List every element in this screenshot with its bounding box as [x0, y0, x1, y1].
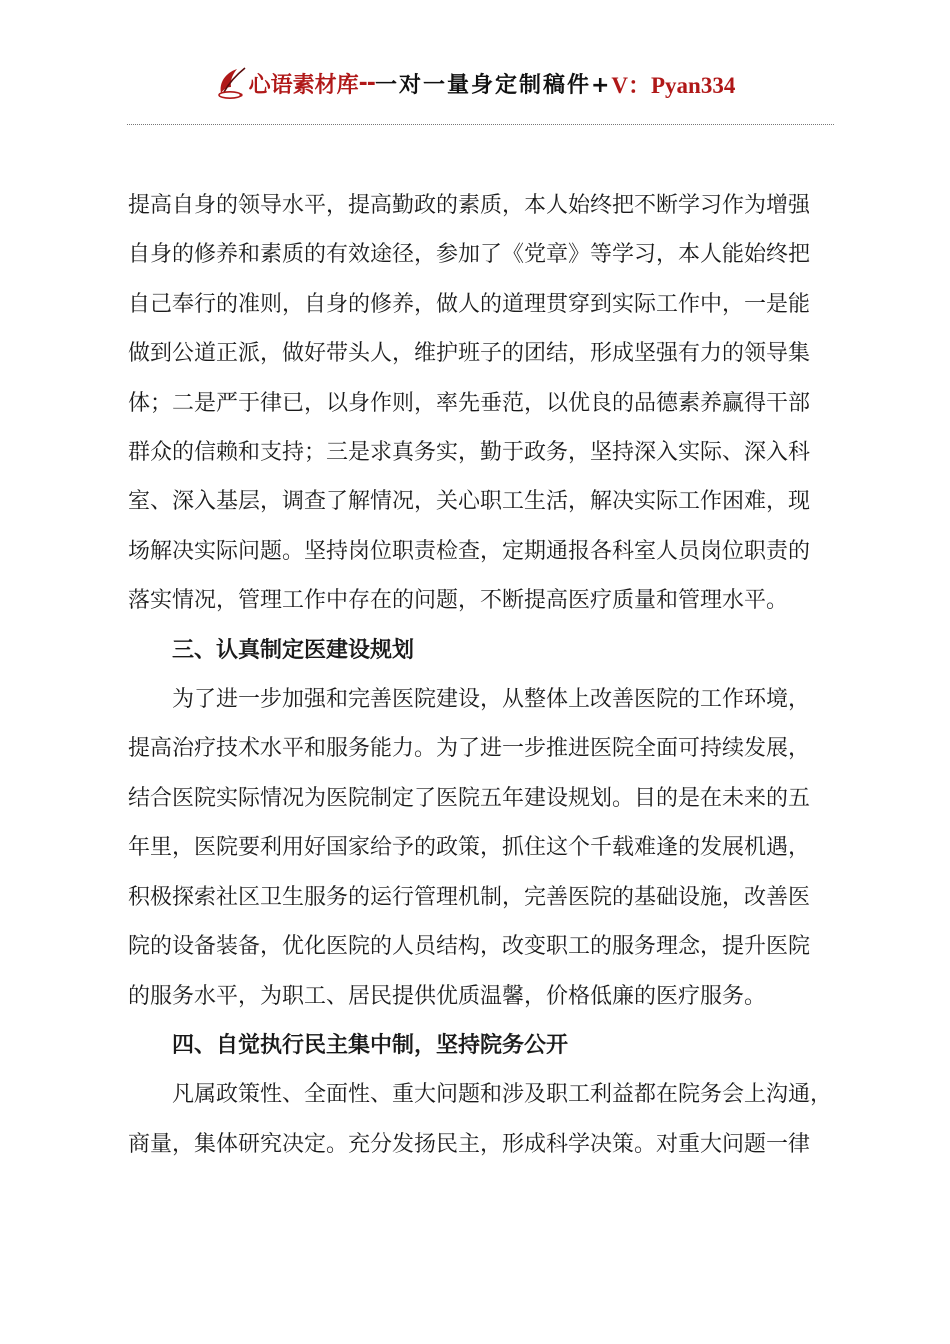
section-heading-3: 三、认真制定医建设规划 [172, 637, 415, 663]
text-line: 商量，集体研究决定。充分发扬民主，形成科学决策。对重大问题一律 [128, 1131, 811, 1157]
brand-name: 心语素材库 [248, 72, 359, 98]
text-line: 群众的信赖和支持；三是求真务实，勤于政务，坚持深入实际、深入科 [128, 440, 811, 466]
wechat-contact: V：Pyan334 [611, 72, 736, 98]
header-banner [215, 65, 736, 101]
header-divider [127, 124, 834, 125]
text-line: 为了进一步加强和完善医院建设，从整体上改善医院的工作环境， [172, 687, 811, 713]
text-line: 凡属政策性、全面性、重大问题和涉及职工利益都在院务会上沟通， [172, 1082, 833, 1108]
brand-separator: -- [358, 70, 375, 96]
paragraph-leadership [128, 181, 828, 626]
text-line: 院的设备装备，优化医院的人员结构，改变职工的服务理念，提升医院 [128, 934, 811, 960]
text-line: 提高治疗技术水平和服务能力。为了进一步推进医院全面可持续发展， [128, 736, 811, 762]
text-line: 落实情况，管理工作中存在的问题，不断提高医疗质量和管理水平。 [128, 588, 789, 614]
text-line: 自己奉行的准则，自身的修养，做人的道理贯穿到实际工作中，一是能 [128, 291, 811, 317]
quill-ink-logo-icon [215, 65, 249, 101]
text-line: 的服务水平，为职工、居民提供优质温馨，价格低廉的医疗服务。 [128, 983, 767, 1009]
text-line: 做到公道正派，做好带头人，维护班子的团结，形成坚强有力的领导集 [128, 341, 811, 367]
paragraph-planning [128, 675, 828, 1021]
text-line: 提高自身的领导水平，提高勤政的素质，本人始终把不断学习作为增强 [128, 193, 811, 218]
document-body [128, 181, 833, 1169]
paragraph-democracy [128, 1070, 833, 1169]
text-line: 自身的修养和素质的有效途径，参加了《党章》等学习，本人能始终把 [128, 242, 811, 268]
section-heading-4: 四、自觉执行民主集中制，坚持院务公开 [172, 1032, 569, 1058]
brand-tagline: 一对一量身定制稿件+ [374, 72, 612, 98]
text-line: 体；二是严于律已，以身作则，率先垂范，以优良的品德素养赢得干部 [128, 390, 811, 416]
page-header [0, 58, 950, 108]
text-line: 室、深入基层，调查了解情况，关心职工生活，解决实际工作困难，现 [128, 489, 811, 515]
text-line: 年里，医院要利用好国家给予的政策，抓住这个千载难逢的发展机遇， [128, 835, 811, 861]
text-line: 积极探索社区卫生服务的运行管理机制，完善医院的基础设施，改善医 [128, 884, 811, 910]
text-line: 结合医院实际情况为医院制定了医院五年建设规划。目的是在未来的五 [128, 785, 811, 811]
text-line: 场解决实际问题。坚持岗位职责检查，定期通报各科室人员岗位职责的 [128, 538, 811, 564]
